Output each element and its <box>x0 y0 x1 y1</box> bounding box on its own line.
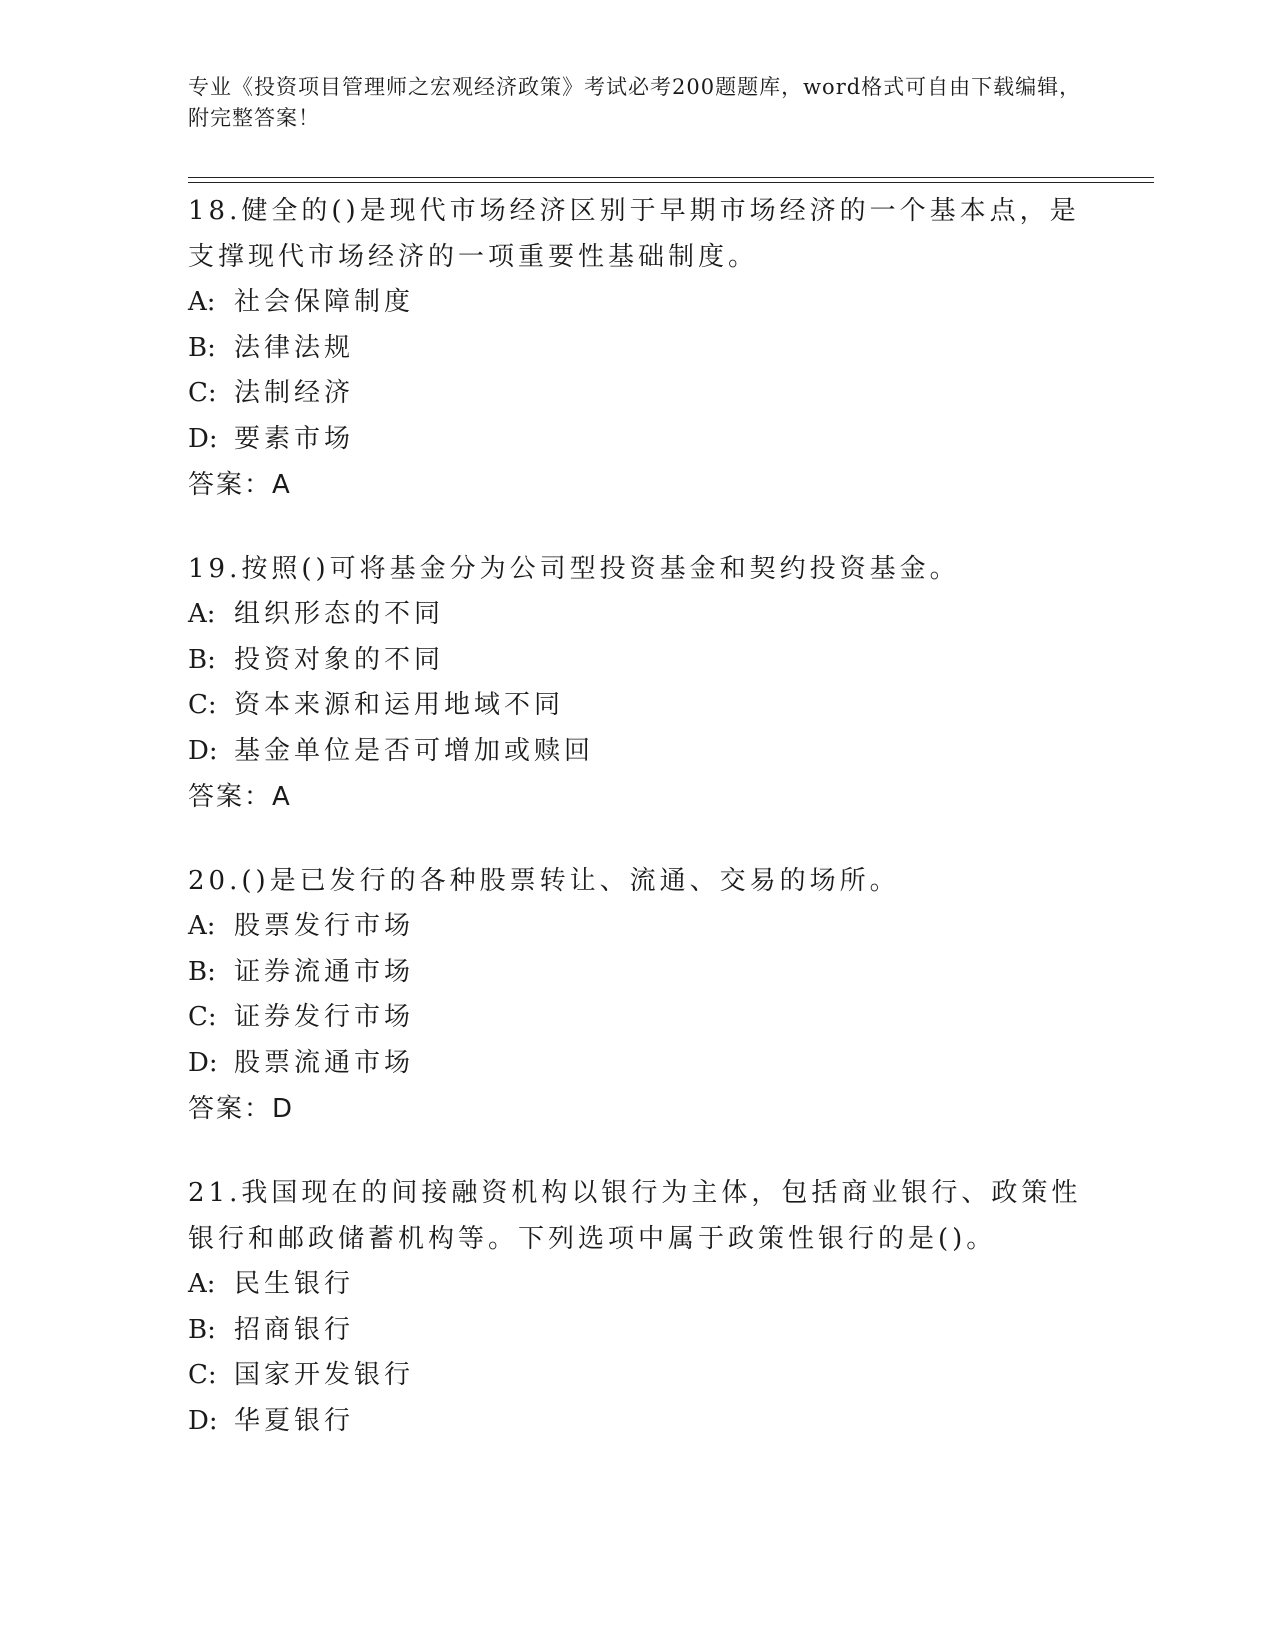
option-text: 证券发行市场 <box>234 1002 415 1032</box>
document-header: 专业《投资项目管理师之宏观经济政策》考试必考200题题库，word格式可自由下载编辑，附完整答案！ <box>188 75 1082 130</box>
answer-label: 答案： <box>188 470 273 500</box>
option-d <box>188 729 1088 775</box>
option-text: 华夏银行 <box>234 1405 355 1436</box>
header-divider-top <box>188 177 1154 178</box>
answer-label: 答案： <box>188 782 273 812</box>
option-b <box>188 326 1088 372</box>
option-c <box>188 683 1088 729</box>
question-stem: 20.()是已发行的各种股票转让、流通、交易的场所。 <box>188 866 900 896</box>
option-text: 基金单位是否可增加或赎回 <box>234 735 595 766</box>
answer-line <box>188 462 1088 508</box>
option-text: 法制经济 <box>234 378 355 408</box>
answer-line <box>188 1086 1088 1132</box>
option-c <box>188 995 1088 1041</box>
option-letter: B: <box>188 1314 216 1345</box>
option-d <box>188 417 1088 463</box>
option-b <box>188 1308 1088 1354</box>
question-21 <box>188 1170 1088 1444</box>
question-stem: 18.健全的()是现代市场经济区别于早期市场经济的一个基本点，是支撑现代市场经济的一项重要性基础制度。 <box>188 196 1080 272</box>
option-text: 招商银行 <box>234 1314 355 1345</box>
option-d <box>188 1041 1088 1087</box>
option-letter: A: <box>188 599 216 629</box>
option-text: 证券流通市场 <box>234 956 415 987</box>
option-text: 股票发行市场 <box>234 911 415 941</box>
option-c <box>188 1353 1088 1399</box>
option-letter: B: <box>188 644 216 675</box>
option-letter: D: <box>188 423 218 454</box>
option-d <box>188 1399 1088 1445</box>
option-text: 资本来源和运用地域不同 <box>234 690 565 720</box>
header-divider-bottom <box>188 182 1154 183</box>
option-letter: A: <box>188 911 216 941</box>
option-a <box>188 592 1088 638</box>
option-letter: C: <box>188 690 217 720</box>
option-letter: C: <box>188 1002 217 1032</box>
answer-label: 答案： <box>188 1094 273 1124</box>
question-stem: 19.按照()可将基金分为公司型投资基金和契约投资基金。 <box>188 554 960 584</box>
option-letter: A: <box>188 1269 216 1299</box>
option-letter: D: <box>188 1047 218 1078</box>
option-text: 组织形态的不同 <box>234 599 445 629</box>
question-list <box>188 188 1088 1482</box>
option-letter: D: <box>188 735 218 766</box>
option-text: 投资对象的不同 <box>234 644 445 675</box>
option-text: 民生银行 <box>234 1269 355 1299</box>
option-letter: C: <box>188 1360 217 1390</box>
answer-value: D <box>272 1094 295 1124</box>
option-letter: B: <box>188 956 216 987</box>
option-text: 法律法规 <box>234 332 355 363</box>
option-c <box>188 371 1088 417</box>
option-a <box>188 1262 1088 1308</box>
option-a <box>188 280 1088 326</box>
answer-line <box>188 774 1088 820</box>
option-text: 要素市场 <box>234 423 355 454</box>
option-letter: A: <box>188 287 216 317</box>
option-a <box>188 904 1088 950</box>
option-b <box>188 638 1088 684</box>
question-18 <box>188 188 1088 508</box>
option-text: 股票流通市场 <box>234 1047 415 1078</box>
option-letter: B: <box>188 332 216 363</box>
answer-value: A <box>272 782 292 812</box>
option-letter: D: <box>188 1405 218 1436</box>
option-letter: C: <box>188 378 217 408</box>
answer-value: A <box>272 470 292 500</box>
question-stem: 21.我国现在的间接融资机构以银行为主体，包括商业银行、政策性银行和邮政储蓄机构等。下列选项中属于政策性银行的是()。 <box>188 1178 1082 1254</box>
option-text: 社会保障制度 <box>234 287 415 317</box>
question-19 <box>188 546 1088 820</box>
question-20 <box>188 858 1088 1132</box>
option-b <box>188 950 1088 996</box>
option-text: 国家开发银行 <box>234 1360 415 1390</box>
